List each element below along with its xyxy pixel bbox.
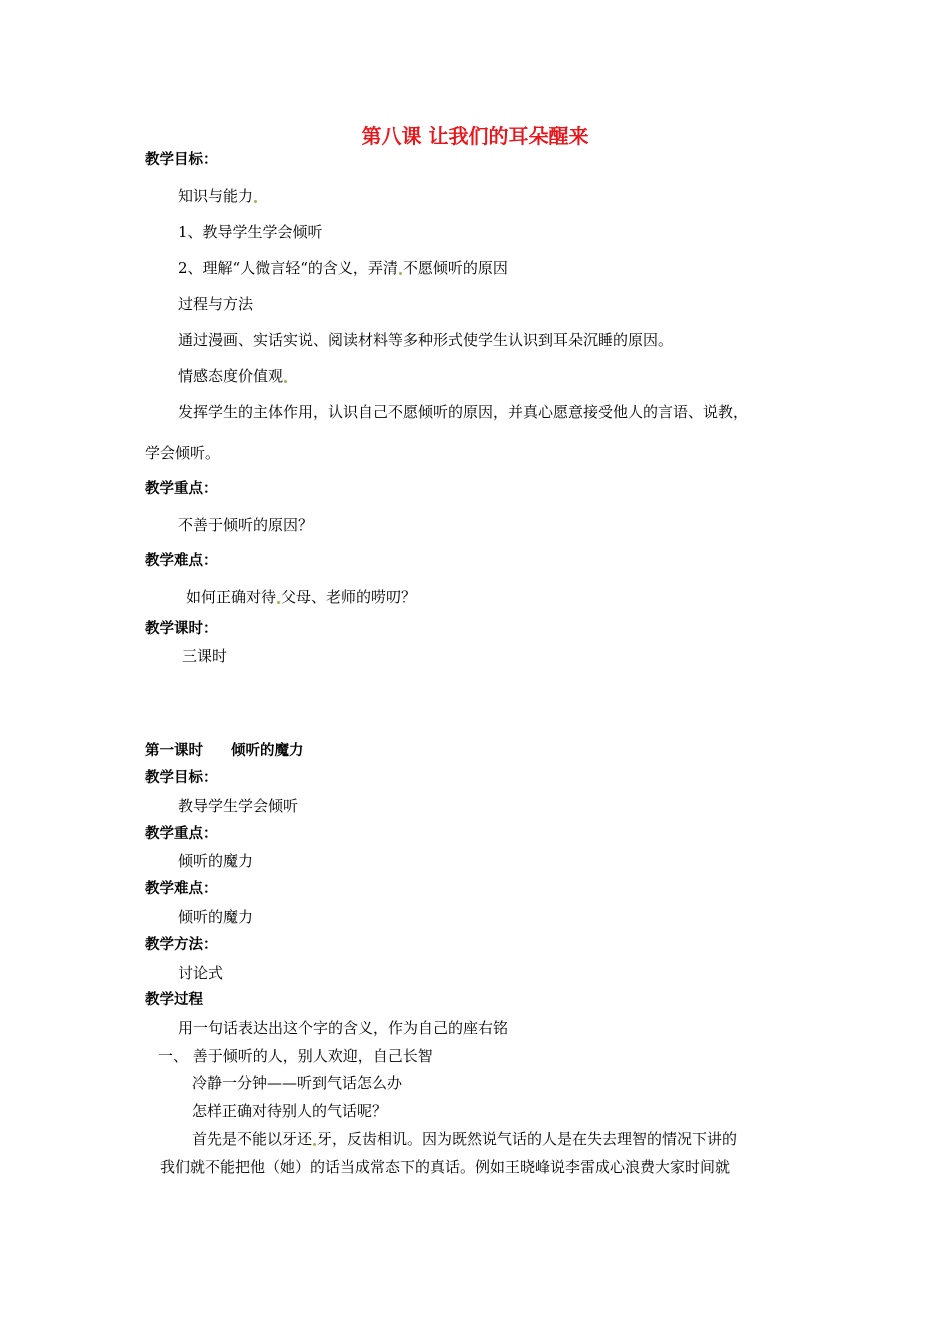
lesson1-key-text: 倾听的魔力: [178, 852, 254, 870]
lesson1-key-heading: 教学重点：: [145, 826, 218, 842]
process-paragraph-1: 用一句话表达出这个字的含义，作为自己的座右铭: [178, 1019, 509, 1037]
lesson1-title: 第一课时 倾听的魔力: [145, 743, 304, 759]
mark-dot: [254, 200, 257, 203]
process-text: 通过漫画、实话实说、阅读材料等多种形式使学生认识到耳朵沉睡的原因。: [178, 331, 674, 349]
key-heading: 教学重点：: [145, 481, 218, 497]
lesson1-difficult-heading: 教学难点：: [145, 881, 218, 897]
knowledge-label: 知识与能力: [178, 186, 258, 206]
hours-text: 三课时: [182, 647, 228, 665]
emotion-text-2: 学会倾听。: [145, 444, 221, 462]
lesson1-process-heading: 教学过程: [145, 992, 203, 1008]
goal-item-1: 1、教导学生学会倾听: [178, 223, 323, 241]
process-paragraph-2: 一、 善于倾听的人，别人欢迎，自己长智: [158, 1047, 433, 1065]
process-paragraph-5: 首先是不能以牙还 牙，反齿相讥。因为既然说气话的人是在失去理智的情况下讲的: [192, 1130, 738, 1148]
emotion-text-1: 发挥学生的主体作用，认识自己不愿倾听的原因，并真心愿意接受他人的言语、说教，: [178, 403, 749, 421]
mark-dot: [313, 1143, 316, 1146]
lesson1-method-text: 讨论式: [178, 964, 224, 982]
emotion-label: 情感态度价值观: [178, 366, 288, 386]
lesson1-method-heading: 教学方法：: [145, 937, 218, 953]
difficult-heading: 教学难点：: [145, 553, 218, 569]
lesson-title: 第八课 让我们的耳朵醒来: [361, 124, 589, 148]
process-paragraph-6: 我们就不能把他（她）的话当成常态下的真话。例如王晓峰说李雷成心浪费大家时间就: [160, 1158, 731, 1176]
mark-dot: [399, 272, 402, 275]
mark-dot: [284, 380, 287, 383]
hours-heading: 教学课时：: [145, 621, 218, 637]
goal-heading: 教学目标：: [145, 152, 218, 168]
lesson1-difficult-text: 倾听的魔力: [178, 908, 254, 926]
difficult-text: 如何正确对待 父母、老师的唠叨？: [186, 588, 417, 606]
mark-dot: [277, 601, 280, 604]
goal-item-2: 2、理解“人微言轻“的含义，弄清 不愿倾听的原因: [178, 259, 508, 277]
process-paragraph-4: 怎样正确对待别人的气话呢？: [192, 1102, 388, 1120]
process-label: 过程与方法: [178, 295, 254, 313]
lesson1-goal-text: 教导学生学会倾听: [178, 797, 299, 815]
key-text: 不善于倾听的原因？: [178, 516, 314, 534]
process-paragraph-3: 冷静一分钟——听到气话怎么办: [192, 1074, 403, 1092]
lesson1-goal-heading: 教学目标：: [145, 770, 218, 786]
